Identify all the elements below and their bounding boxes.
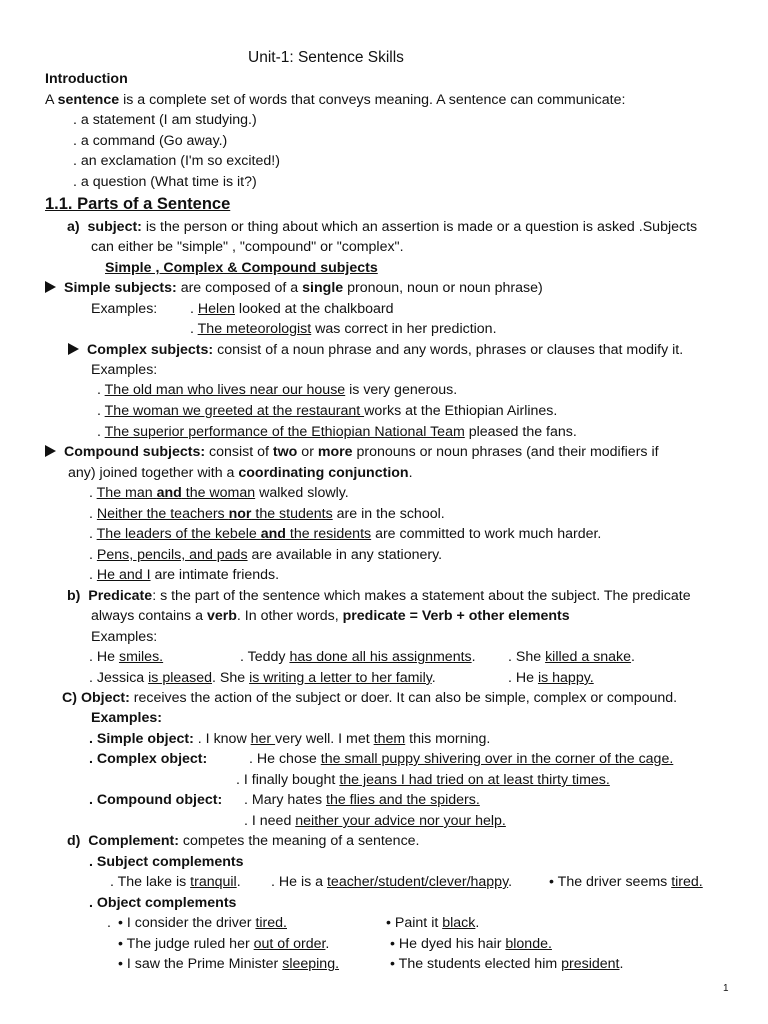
item-a: a) subject: is the person or thing about which an assertion is made or a question is asked .Subjects bbox=[67, 219, 698, 235]
example: . Helen looked at the chalkboard bbox=[190, 301, 394, 317]
item-b: b) Predicate: s the part of the sentence which makes a statement about the subject. The predicate bbox=[67, 588, 691, 604]
example: . The meteorologist was correct in her prediction. bbox=[190, 321, 497, 337]
example: . He smiles. bbox=[89, 649, 164, 665]
intro-heading: Introduction bbox=[45, 71, 128, 87]
example: . The old man who lives near our house is very generous. bbox=[97, 382, 458, 398]
example: . I need neither your advice nor your help. bbox=[244, 813, 506, 829]
page-title: Unit-1: Sentence Skills bbox=[248, 49, 404, 66]
example: . He is happy. bbox=[508, 670, 594, 686]
example: . I finally bought the jeans I had tried on at least thirty times. bbox=[236, 772, 610, 788]
item-d: d) Complement: competes the meaning of a sentence. bbox=[67, 833, 420, 849]
complex-subjects: Complex subjects: consist of a noun phrase and any words, phrases or clauses that modify it. bbox=[68, 342, 683, 359]
item-a-cont: can either be "simple" , "compound" or "complex". bbox=[91, 239, 404, 255]
intro-paragraph: A sentence is a complete set of words that conveys meaning. A sentence can communicate: bbox=[45, 92, 626, 108]
example: . Neither the teachers nor the students are in the school. bbox=[89, 506, 445, 522]
page-number: 1 bbox=[723, 983, 729, 994]
item-c: C) Object: receives the action of the subject or doer. It can also be simple, complex or compound. bbox=[62, 690, 678, 706]
subjects-subheading: Simple , Complex & Compound subjects bbox=[105, 260, 378, 276]
intro-item: . an exclamation (I'm so excited!) bbox=[73, 153, 280, 169]
example: . The superior performance of the Ethiopian National Team pleased the fans. bbox=[97, 424, 577, 440]
arrow-bullet-icon bbox=[68, 343, 79, 355]
example: . The leaders of the kebele and the residents are committed to work much harder. bbox=[89, 526, 602, 542]
example: . The lake is tranquil. bbox=[110, 874, 241, 890]
object-complements-label: . Object complements bbox=[89, 895, 237, 911]
compound-subjects: Compound subjects: consist of two or more pronouns or noun phrases (and their modifiers if bbox=[45, 444, 659, 461]
intro-item: . a command (Go away.) bbox=[73, 133, 228, 149]
list-dot: . bbox=[107, 915, 111, 931]
example: . She killed a snake. bbox=[508, 649, 635, 665]
example: • Paint it black. bbox=[386, 915, 480, 931]
arrow-bullet-icon bbox=[45, 445, 56, 457]
example: . Pens, pencils, and pads are available in any stationery. bbox=[89, 547, 443, 563]
complex-object-label: . Complex object: bbox=[89, 751, 208, 767]
simple-subjects: Simple subjects: are composed of a single pronoun, noun or noun phrase) bbox=[45, 280, 543, 297]
example: . He is a teacher/student/clever/happy. bbox=[271, 874, 513, 890]
example: • He dyed his hair blonde. bbox=[390, 936, 552, 952]
examples-label: Examples: bbox=[91, 710, 162, 726]
subject-complements-label: . Subject complements bbox=[89, 854, 244, 870]
example: . Teddy has done all his assignments. bbox=[240, 649, 476, 665]
examples-label: Examples: bbox=[91, 629, 158, 645]
example: • The driver seems tired. bbox=[549, 874, 703, 890]
item-b-cont: always contains a verb. In other words, predicate = Verb + other elements bbox=[91, 608, 570, 624]
intro-item: . a statement (I am studying.) bbox=[73, 112, 257, 128]
example: . Mary hates the flies and the spiders. bbox=[244, 792, 480, 808]
examples-label: Examples: bbox=[91, 301, 158, 317]
example: • The judge ruled her out of order. bbox=[118, 936, 330, 952]
example: • The students elected him president. bbox=[390, 956, 624, 972]
example: . Jessica is pleased. She is writing a letter to her family. bbox=[89, 670, 436, 686]
simple-object: . Simple object: . I know her very well. I met them this morning. bbox=[89, 731, 491, 747]
intro-item: . a question (What time is it?) bbox=[73, 174, 257, 190]
example: . He and I are intimate friends. bbox=[89, 567, 280, 583]
compound-subjects-cont: any) joined together with a coordinating conjunction. bbox=[68, 465, 413, 481]
arrow-bullet-icon bbox=[45, 281, 56, 293]
example: • I saw the Prime Minister sleeping. bbox=[118, 956, 340, 972]
examples-label: Examples: bbox=[91, 362, 158, 378]
example: . The man and the woman walked slowly. bbox=[89, 485, 349, 501]
example: • I consider the driver tired. bbox=[118, 915, 287, 931]
section-heading: 1.1. Parts of a Sentence bbox=[45, 195, 231, 213]
compound-object-label: . Compound object: bbox=[89, 792, 223, 808]
example: . He chose the small puppy shivering over in the corner of the cage. bbox=[249, 751, 674, 767]
example: . The woman we greeted at the restaurant works at the Ethiopian Airlines. bbox=[97, 403, 558, 419]
